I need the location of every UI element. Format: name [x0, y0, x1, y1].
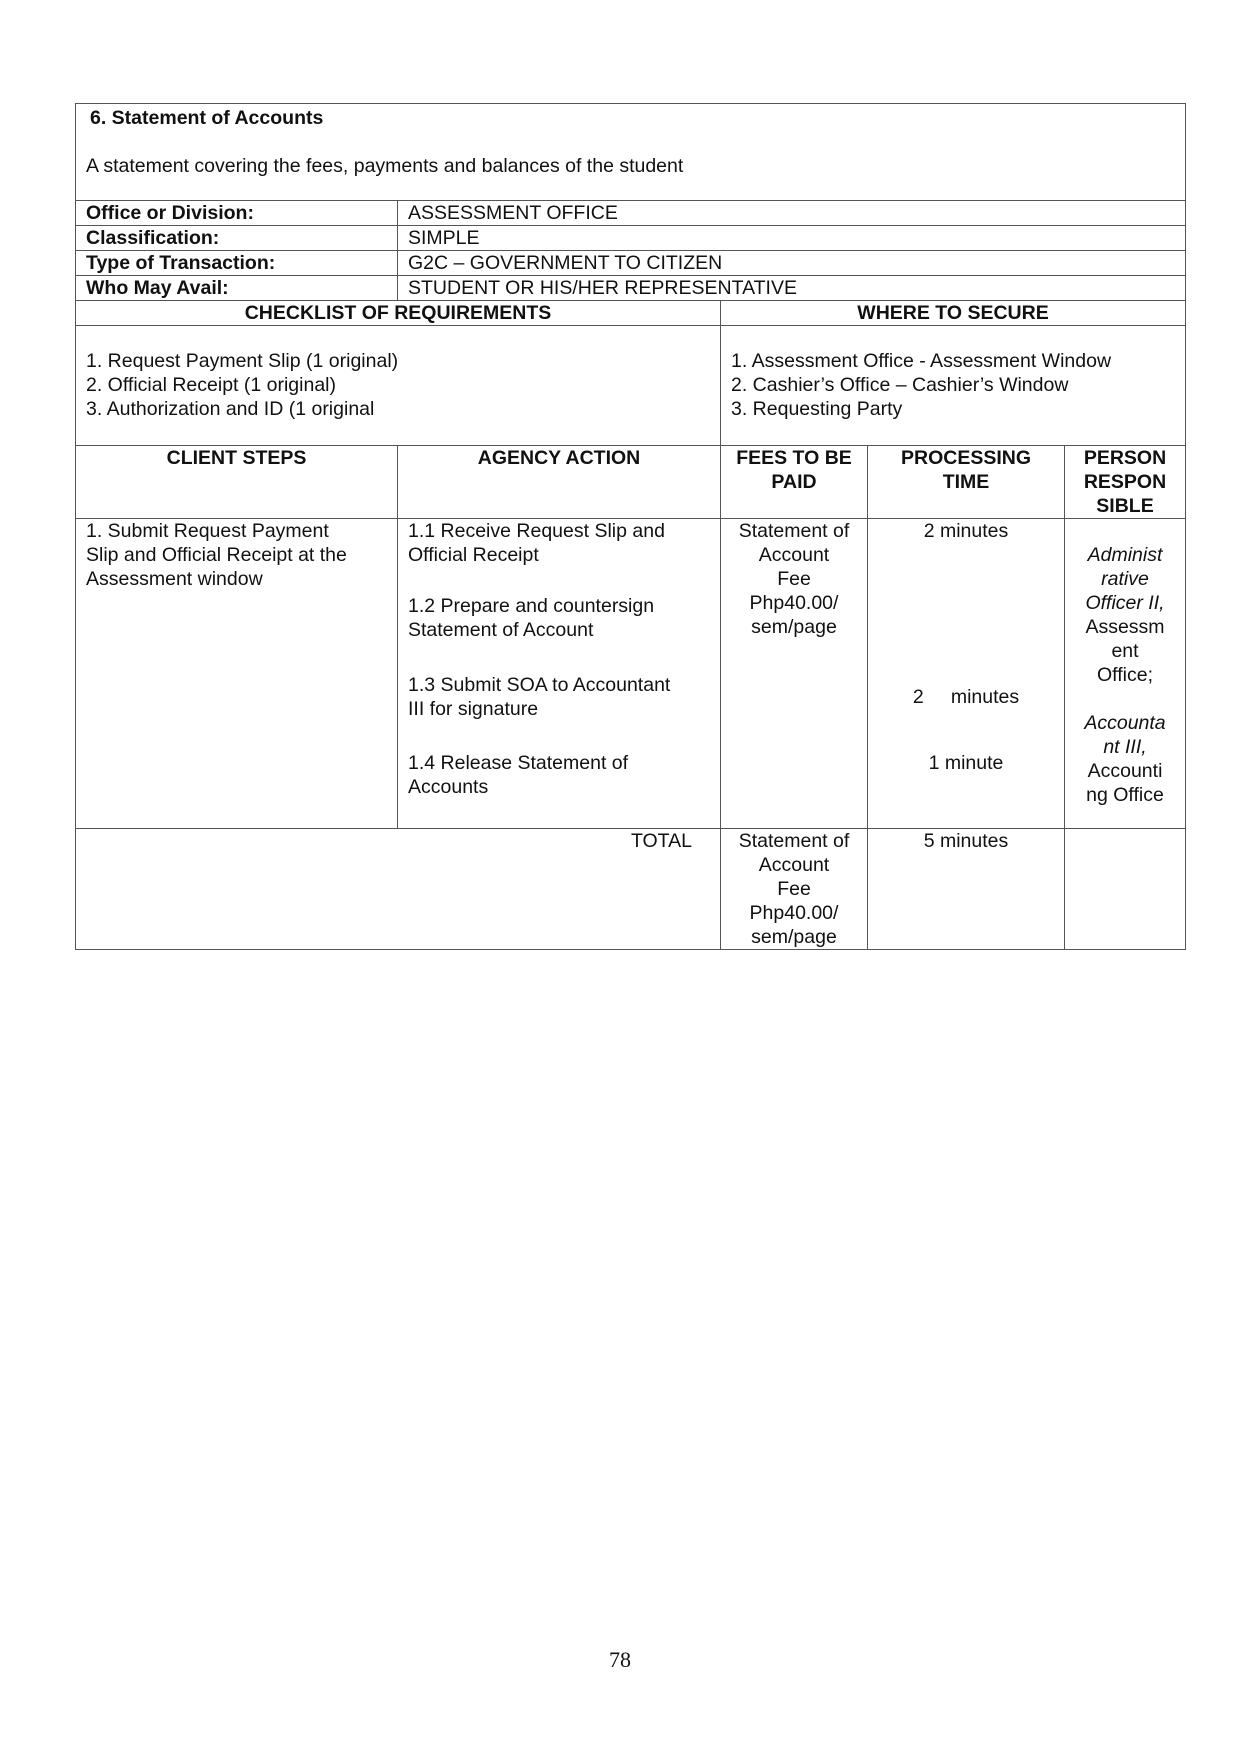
total-person-empty: [1065, 829, 1186, 950]
requirements-list: [76, 326, 721, 446]
office-value: ASSESSMENT OFFICE: [398, 201, 1186, 226]
total-label: TOTAL: [76, 829, 721, 950]
info-row-transaction: [76, 251, 1186, 276]
time-step-1: 2 minutes: [923, 520, 1009, 542]
requirement-item: 3. Authorization and ID (1 original: [86, 398, 375, 420]
checklist-header: CHECKLIST OF REQUIREMENTS: [76, 301, 721, 326]
requirement-item: 2. Official Receipt (1 original): [86, 374, 336, 396]
total-fee-cell: Statement of Account Fee Php40.00/ sem/page: [721, 829, 868, 950]
total-row: [76, 829, 1186, 950]
where-header: WHERE TO SECURE: [721, 301, 1186, 326]
section-header-row: [76, 104, 1186, 201]
action-1-3: 1.3 Submit SOA to Accountant: [408, 674, 671, 696]
info-row-avail: [76, 276, 1186, 301]
requirements-row: [76, 326, 1186, 446]
steps-header-row: [76, 446, 1186, 519]
transaction-value: G2C – GOVERNMENT TO CITIZEN: [398, 251, 1186, 276]
where-item: 2. Cashier’s Office – Cashier’s Window: [731, 374, 1069, 396]
section-header-cell: [76, 104, 1186, 201]
classification-label: Classification:: [76, 226, 398, 251]
time-step-3: 2 minutes: [912, 686, 1020, 708]
person-responsible-header: PERSON RESPON SIBLE: [1065, 446, 1186, 519]
where-item: 3. Requesting Party: [731, 398, 903, 420]
transaction-label: Type of Transaction:: [76, 251, 398, 276]
citizens-charter-table: [75, 103, 1186, 950]
info-row-classification: [76, 226, 1186, 251]
section-title: 6. Statement of Accounts: [90, 107, 324, 129]
requirements-header-row: [76, 301, 1186, 326]
agency-action-header: AGENCY ACTION: [398, 446, 721, 519]
fees-header: FEES TO BE PAID: [721, 446, 868, 519]
processing-time-cell: [868, 519, 1065, 829]
page-number: 78: [609, 1647, 631, 1672]
total-time: 5 minutes: [868, 829, 1065, 950]
avail-value: STUDENT OR HIS/HER REPRESENTATIVE: [398, 276, 1186, 301]
where-item: 1. Assessment Office - Assessment Window: [731, 350, 1112, 372]
requirement-item: 1. Request Payment Slip (1 original): [86, 350, 399, 372]
info-row-office: [76, 201, 1186, 226]
where-list: [721, 326, 1186, 446]
processing-time-header: PROCESSING TIME: [868, 446, 1065, 519]
time-step-4: 1 minute: [928, 752, 1004, 774]
person-responsible-cell: Administ rative Officer II, Assessm ent Office; Accounta nt III, Accounti ng Office: [1065, 519, 1186, 829]
fee-cell: Statement of Account Fee Php40.00/ sem/page: [721, 519, 868, 829]
client-steps-header: CLIENT STEPS: [76, 446, 398, 519]
section-description: A statement covering the fees, payments and balances of the student: [86, 155, 684, 177]
action-1-1: 1.1 Receive Request Slip and: [408, 520, 665, 542]
step-row: [76, 519, 1186, 829]
avail-label: Who May Avail:: [76, 276, 398, 301]
office-label: Office or Division:: [76, 201, 398, 226]
action-1-2: 1.2 Prepare and countersign: [408, 595, 655, 617]
classification-value: SIMPLE: [398, 226, 1186, 251]
action-1-4: 1.4 Release Statement of: [408, 752, 629, 774]
agency-action-cell: 1.1 Receive Request Slip and Official Receipt 1.2 Prepare and countersign Statement of Account 1.3 Submit SOA to Accountant III for signature 1.4 Release Statement of Accounts: [398, 519, 721, 829]
client-step-cell: 1. Submit Request Payment Slip and Official Receipt at the Assessment window: [76, 519, 398, 829]
